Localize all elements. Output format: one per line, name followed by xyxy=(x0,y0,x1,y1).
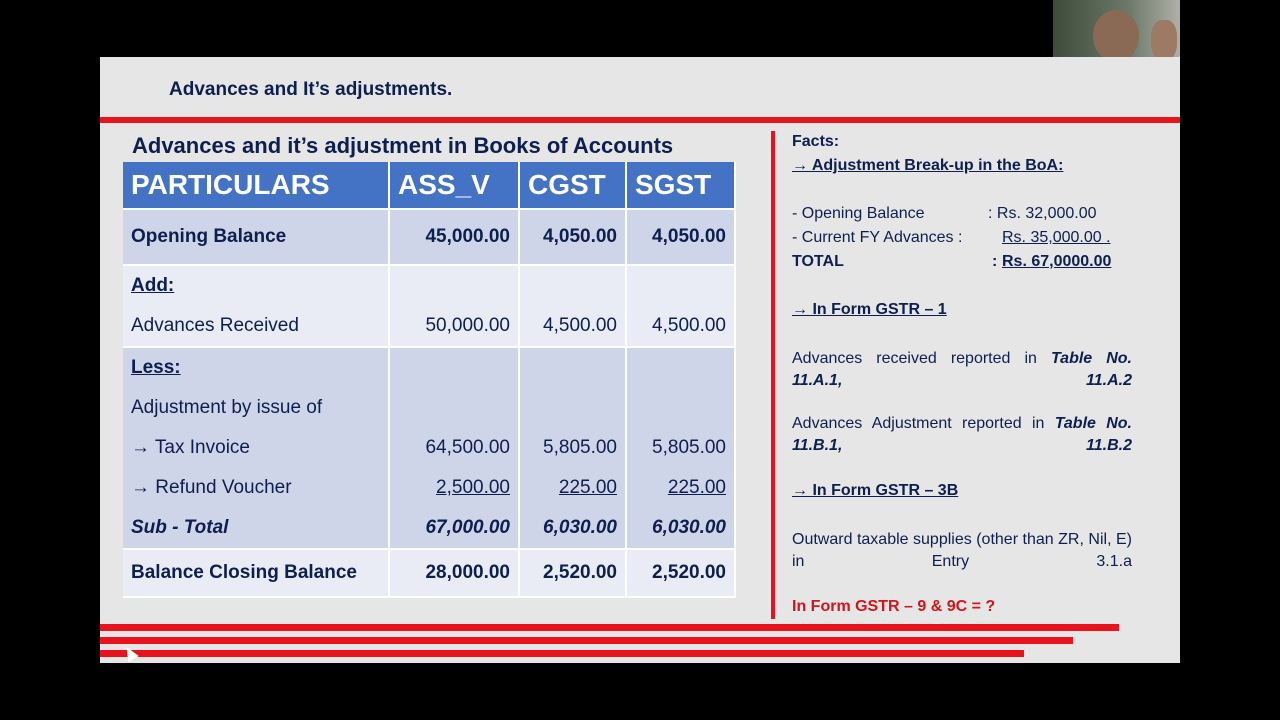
header-ass-v: ASS_V xyxy=(389,162,519,209)
advances-sgst: 4,500.00 xyxy=(652,315,726,336)
table-heading: Advances and it’s adjustment in Books of Accounts xyxy=(132,133,674,158)
gstr9-question: In Form GSTR – 9 & 9C = ? xyxy=(792,598,996,615)
header-particulars: PARTICULARS xyxy=(123,162,389,209)
closing-cgst: 2,520.00 xyxy=(519,549,626,597)
advances-received-table: Table No. 11.A.1, 11.A.2 xyxy=(792,350,1132,389)
tax-invoice-label: → Tax Invoice xyxy=(131,437,250,458)
closing-sgst: 2,520.00 xyxy=(626,549,735,597)
adjustment-label: Adjustment by issue of xyxy=(131,397,323,418)
facts-title: Facts: xyxy=(792,133,840,150)
webcam-hand xyxy=(1151,20,1177,60)
opening-ass-v: 45,000.00 xyxy=(389,209,519,265)
advances-cgst: 4,500.00 xyxy=(543,315,617,336)
gstr3b-heading: → In Form GSTR – 3B xyxy=(792,482,959,499)
current-fy-label: - Current FY Advances : xyxy=(792,229,963,246)
opening-balance-label: - Opening Balance xyxy=(792,205,925,222)
total-label: TOTAL xyxy=(792,253,844,270)
bottom-red-bar-2 xyxy=(100,637,1073,644)
total-colon: : xyxy=(992,253,998,270)
refund-voucher-sgst: 225.00 xyxy=(667,477,726,498)
tax-invoice-cgst: 5,805.00 xyxy=(543,437,617,458)
subtotal-sgst: 6,030.00 xyxy=(652,517,726,538)
advances-ass-v: 50,000.00 xyxy=(425,315,510,336)
opening-sgst: 4,050.00 xyxy=(626,209,735,265)
header-cgst: CGST xyxy=(519,162,626,209)
subtotal-ass-v: 67,000.00 xyxy=(425,517,510,538)
opening-cgst: 4,050.00 xyxy=(519,209,626,265)
divider-line xyxy=(771,131,775,619)
table-row-less xyxy=(123,347,735,549)
advances-table xyxy=(123,162,736,598)
webcam-person xyxy=(1093,10,1139,62)
top-red-bar xyxy=(100,117,1180,123)
closing-label: Balance Closing Balance xyxy=(123,549,389,597)
subtotal-cgst: 6,030.00 xyxy=(543,517,617,538)
refund-voucher-label: → Refund Voucher xyxy=(131,477,292,498)
advances-received-text: Advances received reported in xyxy=(792,350,1037,367)
closing-ass-v: 28,000.00 xyxy=(389,549,519,597)
gstr1-heading: → In Form GSTR – 1 xyxy=(792,301,947,318)
table-row-closing xyxy=(123,549,735,597)
refund-voucher-ass-v: 2,500.00 xyxy=(436,477,510,498)
total-value: Rs. 67,0000.00 xyxy=(1002,253,1112,270)
advances-adjustment-text: Advances Adjustment reported in xyxy=(792,415,1045,432)
advances-adjustment-table: Table No. 11.B.1, 11.B.2 xyxy=(792,415,1132,454)
table-row-add xyxy=(123,265,735,347)
current-fy-value: Rs. 35,000.00 . xyxy=(1002,229,1111,246)
breakup-heading: → Adjustment Break-up in the BoA: xyxy=(792,157,1064,174)
subtotal-label: Sub - Total xyxy=(131,517,229,538)
opening-label: Opening Balance xyxy=(123,209,389,265)
table-row-opening xyxy=(123,209,735,265)
bottom-red-bar-3 xyxy=(100,650,1024,657)
tax-invoice-ass-v: 64,500.00 xyxy=(425,437,510,458)
table-header-row xyxy=(123,162,735,209)
slide-title: Advances and It’s adjustments. xyxy=(169,79,453,100)
advances-received-note xyxy=(792,348,1132,392)
add-label: Add: xyxy=(131,275,175,296)
less-label: Less: xyxy=(131,357,181,378)
bottom-red-bar-1 xyxy=(100,624,1119,631)
tax-invoice-sgst: 5,805.00 xyxy=(652,437,726,458)
advances-adjustment-note xyxy=(792,413,1132,457)
header-sgst: SGST xyxy=(626,162,735,209)
outward-supplies-note: Outward taxable supplies (other than ZR, Nil, E) in Entry 3.1.a xyxy=(792,531,1132,570)
presentation-slide xyxy=(100,57,1180,663)
advances-label: Advances Received xyxy=(131,315,299,336)
opening-balance-value: : Rs. 32,000.00 xyxy=(988,205,1097,222)
refund-voucher-cgst: 225.00 xyxy=(558,477,617,498)
